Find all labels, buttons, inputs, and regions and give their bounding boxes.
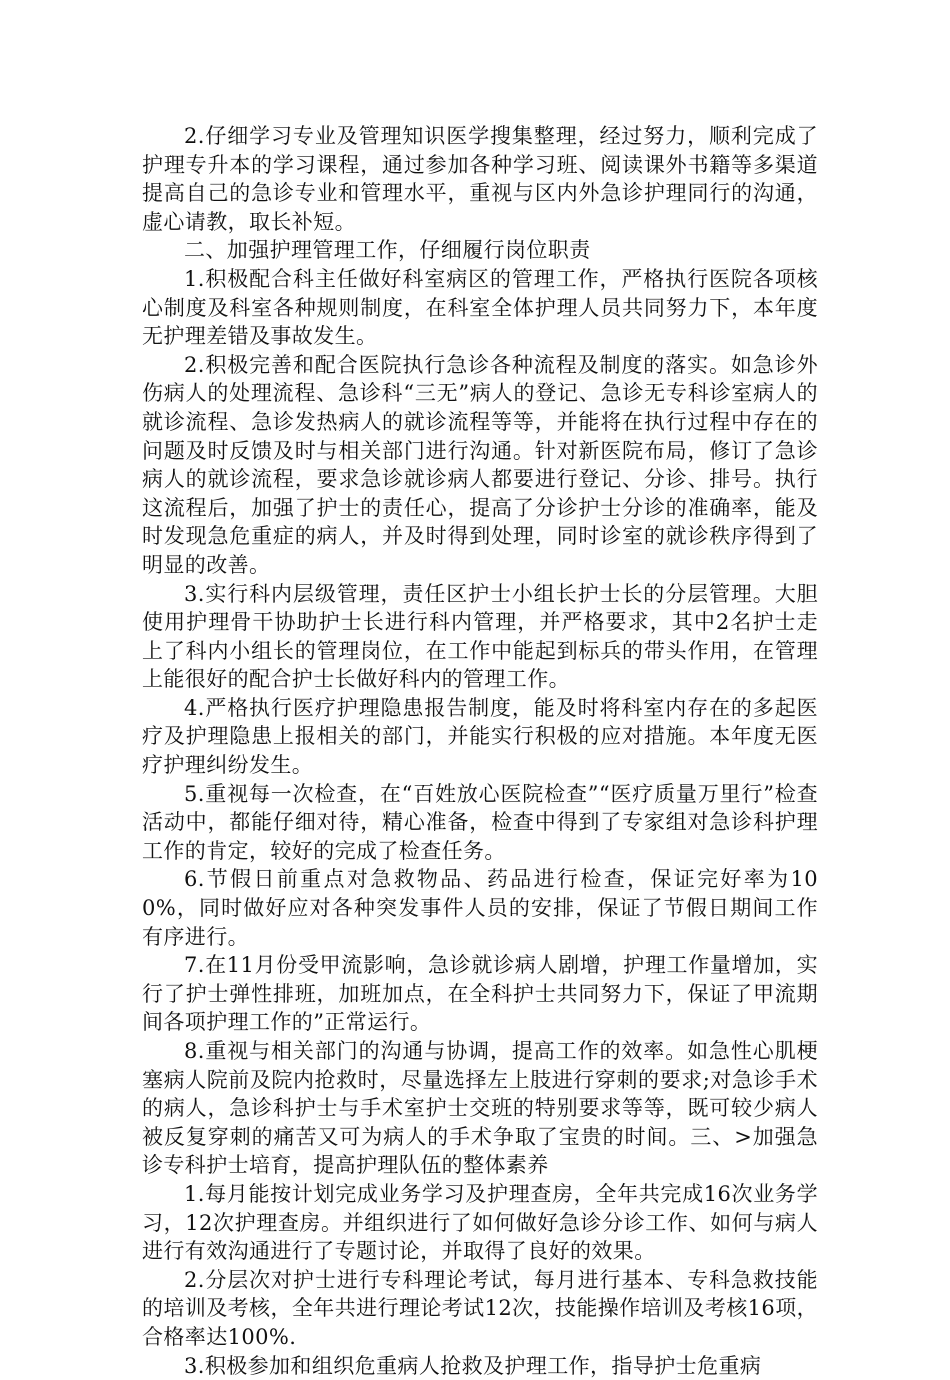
section-heading-management: 二、加强护理管理工作，仔细履行岗位职责 <box>184 238 591 263</box>
paragraph-training-3: 3.积极参加和组织危重病人抢救及护理工作，指导护士危重病 <box>184 1353 762 1378</box>
paragraph-management-2: 2.积极完善和配合医院执行急诊各种流程及制度的落实。如急诊外伤病人的处理流程、急诊科“三无”病人的登记、急诊无专科诊室病人的就诊流程、急诊发热病人的就诊流程等等，并能将在执行过程中存在的问题及时反馈及时与相关部门进行沟通。针对新医院布局，修订了急诊病人的就诊流程，要求急诊就诊病人都要进行登记、分诊、排号。执行这流程后，加强了护士的责任心，提高了分诊护士分诊的准确率，能及时发现急危重症的病人，并及时得到处理，同时诊室的就诊秩序得到了明显的改善。 <box>142 352 818 577</box>
paragraph-management-6: 6.节假日前重点对急救物品、药品进行检查，保证完好率为100%，同时做好应对各种突发事件人员的安排，保证了节假日期间工作有序进行。 <box>142 867 818 949</box>
paragraph-training-1: 1.每月能按计划完成业务学习及护理查房，全年共完成16次业务学习，12次护理查房。并组织进行了如何做好急诊分诊工作、如何与病人进行有效沟通进行了专题讨论，并取得了良好的效果。 <box>142 1181 818 1264</box>
paragraph-study: 2.仔细学习专业及管理知识医学搜集整理，经过努力，顺利完成了护理专升本的学习课程，通过参加各种学习班、阅读课外书籍等多渠道提高自己的急诊专业和管理水平，重视与区内外急诊护理同行的沟通，虚心请教，取长补短。 <box>142 124 818 234</box>
document-body <box>142 122 818 1380</box>
paragraph-management-8: 8.重视与相关部门的沟通与协调，提高工作的效率。如急性心肌梗塞病人院前及院内抢救时，尽量选择左上肢进行穿刺的要求;对急诊手术的病人，急诊科护士与手术室护士交班的特别要求等等，既可较少病人被反复穿刺的痛苦又可为病人的手术争取了宝贵的时间。三、>加强急诊专科护士培育，提高护理队伍的整体素养 <box>142 1039 818 1178</box>
paragraph-management-4: 4.严格执行医疗护理隐患报告制度，能及时将科室内存在的多起医疗及护理隐患上报相关的部门，并能实行积极的应对措施。本年度无医疗护理纠纷发生。 <box>142 695 818 778</box>
paragraph-training-2: 2.分层次对护士进行专科理论考试，每月进行基本、专科急救技能的培训及考核，全年共进行理论考试12次，技能操作培训及考核16项，合格率达100%. <box>142 1267 818 1349</box>
paragraph-management-1: 1.积极配合科主任做好科室病区的管理工作，严格执行医院各项核心制度及科室各种规则制度，在科室全体护理人员共同努力下，本年度无护理差错及事故发生。 <box>142 266 818 349</box>
paragraph-management-7: 7.在11月份受甲流影响，急诊就诊病人剧增，护理工作量增加，实行了护士弹性排班，加班加点，在全科护士共同努力下，保证了甲流期间各项护理工作的”正常运行。 <box>142 953 818 1035</box>
paragraph-management-5: 5.重视每一次检查，在“百姓放心医院检查”“医疗质量万里行”检查活动中，都能仔细对待，精心准备，检查中得到了专家组对急诊科护理工作的肯定，较好的完成了检查任务。 <box>142 781 818 863</box>
paragraph-management-3: 3.实行科内层级管理，责任区护士小组长护士长的分层管理。大胆使用护理骨干协助护士长进行科内管理，并严格要求，其中2名护士走上了科内小组长的管理岗位，在工作中能起到标兵的带头作用，在管理上能很好的配合护士长做好科内的管理工作。 <box>142 581 818 692</box>
